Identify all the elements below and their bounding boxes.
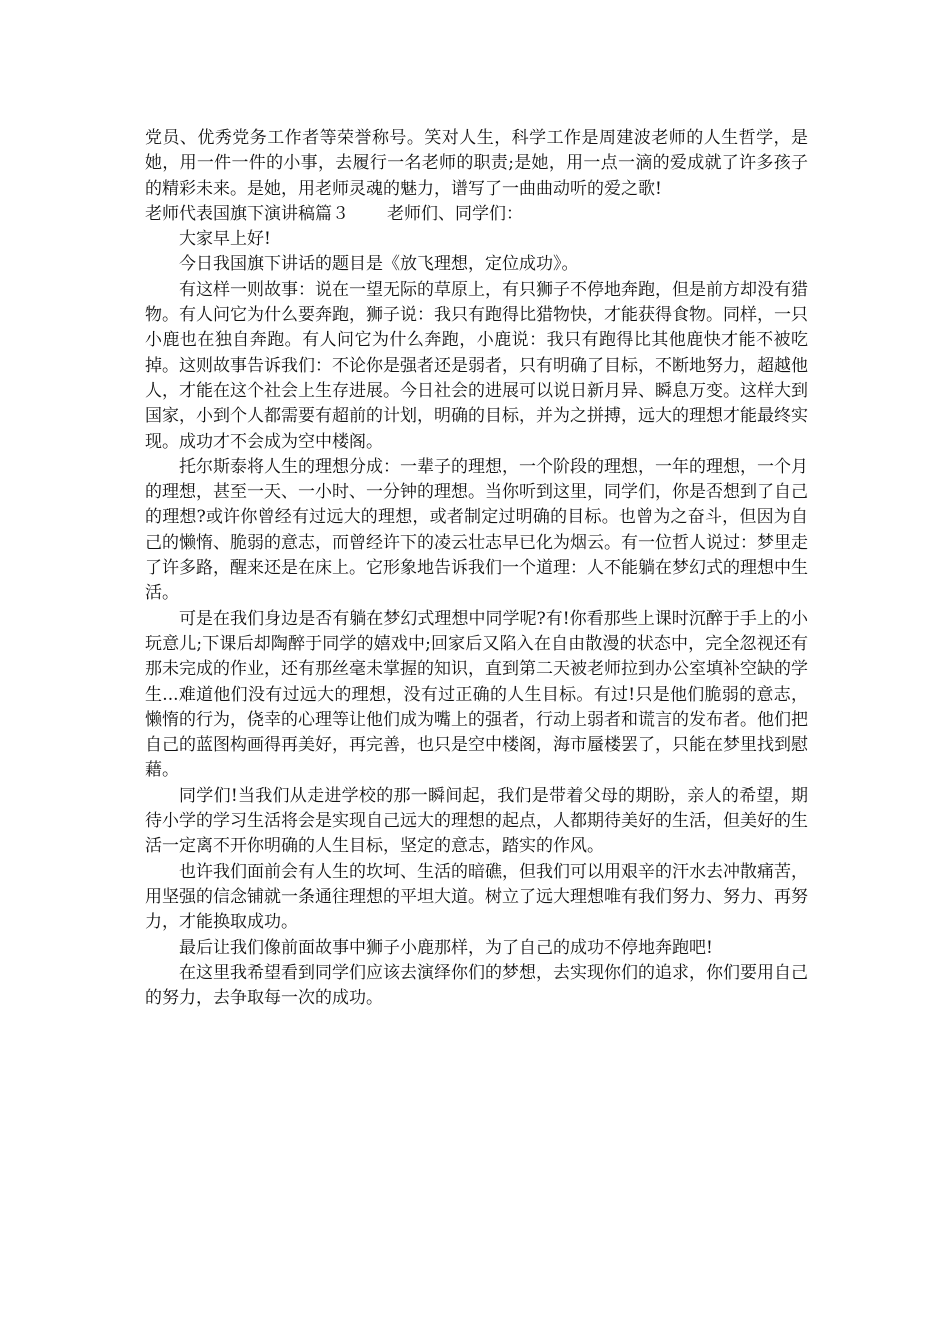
section-title: 老师代表国旗下演讲稿篇３	[145, 203, 349, 224]
tolstoy-paragraph: 托尔斯泰将人生的理想分成：一辈子的理想，一个阶段的理想，一年的理想，一个月的理想，甚至一天、一小时、一分钟的理想。当你听到这里，同学们，你是否想到了自己的理想?或许你曾经有过远大的理想，或者制定过明确的目标。也曾为之奋斗，但因为自己的懒惰、脆弱的意志，而曾经许下的凌云壮志早已化为烟云。有一位哲人说过：梦里走了许多路，醒来还是在床上。它形象地告诉我们一个道理：人不能躺在梦幻式的理想中生活。	[145, 456, 808, 604]
final-wish-paragraph: 在这里我希望看到同学们应该去演绎你们的梦想，去实现你们的追求，你们要用自己的努力，去争取每一次的成功。	[145, 962, 808, 1009]
section-heading-line	[145, 202, 808, 227]
greeting-paragraph: 大家早上好!	[179, 229, 271, 250]
story-paragraph: 有这样一则故事：说在一望无际的草原上，有只狮子不停地奔跑，但是前方却没有猎物。有人问它为什么要奔跑，狮子说：我只有跑得比猎物快，才能获得食物。同样，一只小鹿也在独自奔跑。有人问它为什么奔跑，小鹿说：我只有跑得比其他鹿快才能不被吃掉。这则故事告诉我们：不论你是强者还是弱者，只有明确了目标，不断地努力，超越他人，才能在这个社会上生存进展。今日社会的进展可以说日新月异、瞬息万变。这样大到国家，小到个人都需要有超前的计划，明确的目标，并为之拼搏，远大的理想才能最终实现。成功才不会成为空中楼阁。	[145, 279, 808, 452]
dreamers-paragraph: 可是在我们身边是否有躺在梦幻式理想中同学呢?有!你看那些上课时沉醉于手上的小玩意儿;下课后却陶醉于同学的嬉戏中;回家后又陷入在自由散漫的状态中，完全忽视还有那未完成的作业，还有那丝毫未掌握的知识，直到第二天被老师拉到办公室填补空缺的学生...难道他们没有过远大的理想，没有过正确的人生目标。有过!只是他们脆弱的意志，懒惰的行为，侥幸的心理等让他们成为嘴上的强者，行动上弱者和谎言的发布者。他们把自己的蓝图构画得再美好，再完善，也只是空中楼阁，海市蜃楼罢了，只能在梦里找到慰藉。	[145, 608, 808, 781]
perseverance-paragraph: 也许我们面前会有人生的坎坷、生活的暗礁，但我们可以用艰辛的汗水去冲散痛苦，用坚强的信念铺就一条通往理想的平坦大道。树立了远大理想唯有我们努力、努力、再努力，才能换取成功。	[145, 861, 808, 933]
students-paragraph: 同学们!当我们从走进学校的那一瞬间起，我们是带着父母的期盼，亲人的希望，期待小学的学习生活将会是实现自己远大的理想的起点，人都期待美好的生活，但美好的生活一定离不开你明确的人生目标，坚定的意志，踏实的作风。	[145, 785, 808, 857]
closing-call-paragraph: 最后让我们像前面故事中狮子小鹿那样，为了自己的成功不停地奔跑吧!	[179, 937, 713, 958]
speech-topic-paragraph: 今日我国旗下讲话的题目是《放飞理想，定位成功》。	[179, 254, 579, 275]
document-body	[145, 126, 808, 1011]
intro-continuation-paragraph: 党员、优秀党务工作者等荣誉称号。笑对人生，科学工作是周建波老师的人生哲学，是她，用一件一件的小事，去履行一名老师的职责;是她，用一点一滴的爱成就了许多孩子的精彩未来。是她，用老师灵魂的魅力，谱写了一曲曲动听的爱之歌!	[145, 128, 808, 199]
salutation: 老师们、同学们：	[387, 203, 523, 224]
